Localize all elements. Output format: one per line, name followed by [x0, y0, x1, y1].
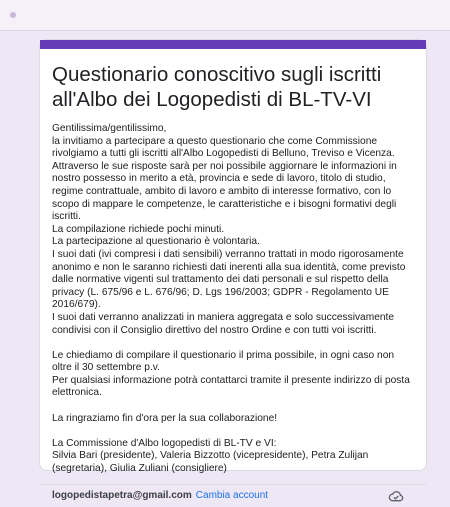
description-line: la invitiamo a partecipare a questo questionario che come Commissione rivolgiamo a tutti gli iscritti all'Albo Logopedisti di Belluno, Treviso e Vicenza. — [52, 135, 395, 160]
description-line: Silvia Bari (presidente), Valeria Bizzotto (vicepresidente), Petra Zulijan (segretaria), Giulia Zuliani (consigliere) — [52, 450, 369, 475]
form-header-card — [39, 39, 427, 502]
cloud-save-icon — [388, 489, 404, 503]
account-row — [52, 485, 414, 507]
switch-account-link[interactable]: Cambia account — [195, 490, 269, 502]
description-blank-line — [52, 337, 414, 350]
tab-indicator-icon — [10, 12, 16, 18]
form-description — [52, 123, 414, 476]
description-line: La Commissione d'Albo logopedisti di BL-TV e VI: — [52, 437, 277, 449]
description-line: Gentilissima/gentilissimo, — [52, 123, 167, 134]
form-accent-bar — [40, 40, 426, 49]
description-line: Le chiediamo di compilare il questionario il prima possibile, in ogni caso non oltre il 30 settembre p.v. — [52, 349, 395, 374]
description-line: I suoi dati (ivi compresi i dati sensibili) verranno trattati in modo rigorosamente anonimo e non le saranno richiesti dati inerenti alla sua identità, come previsto dalle normative vigenti sul trattamento dei dati personali e sul rispetto della privacy (L. 675/96 e L. 676/96; D. Lgs 196/2003; GDPR - Regolamento UE 2016/679). — [52, 248, 406, 311]
description-line: La partecipazione al questionario è volontaria. — [52, 236, 260, 248]
account-email: logopedistapetra@gmail.com — [52, 490, 192, 502]
form-header-content — [40, 49, 426, 507]
description-blank-line — [52, 400, 414, 413]
description-line: Per qualsiasi informazione potrà contattarci tramite il presente indirizzo di posta elettronica. — [52, 374, 410, 399]
description-line: I suoi dati verranno analizzati in maniera aggregata e solo successivamente condivisi con il Consiglio direttivo del nostro Ordine e con tutti voi iscritti. — [52, 311, 395, 336]
description-line: La ringraziamo fin d'ora per la sua collaborazione! — [52, 412, 278, 424]
browser-top-strip — [0, 0, 450, 31]
description-blank-line — [52, 425, 414, 438]
form-title: Questionario conoscitivo sugli iscritti all'Albo dei Logopedisti di BL-TV-VI — [52, 63, 382, 111]
description-line: Attraverso le sue risposte sarà per noi possibile aggiornare le informazioni in nostro possesso in merito a età, provincia e sede di lavoro, titolo di studio, regime contrattuale, ambito di lavoro e ambito di interesse formativo, con lo scopo di mappare le competenze, le caratteristiche e i bisogni formativi degli iscritti. — [52, 160, 397, 223]
description-line: La compilazione richiede pochi minuti. — [52, 223, 225, 235]
